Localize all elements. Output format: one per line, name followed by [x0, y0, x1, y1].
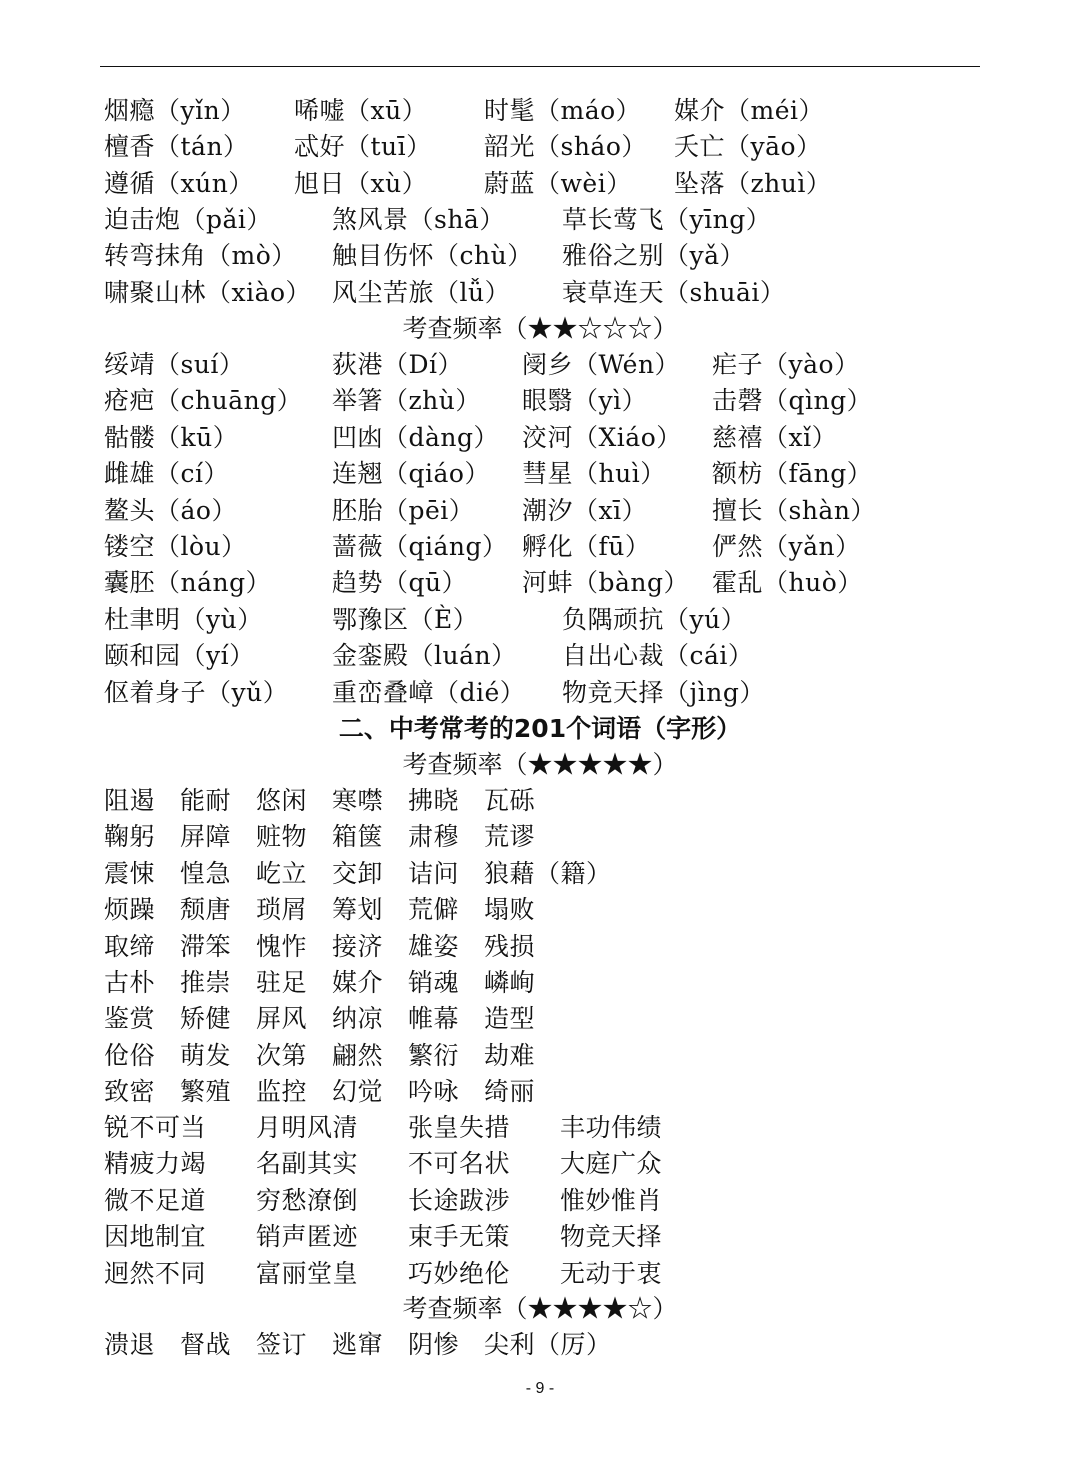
word-entry: 大庭广众 [560, 1149, 663, 1179]
word-entry: 俨然（yǎn） [712, 532, 861, 561]
word-entry: 能耐 [180, 786, 232, 815]
frequency-4-stars: 考查频率（★★★★☆） [402, 1294, 678, 1323]
word-entry: 古朴 [104, 968, 156, 997]
word-entry: 檀香（tán） [104, 132, 249, 162]
word-entry: 琐屑 [256, 895, 308, 925]
word-entry: 荒僻 [408, 895, 460, 925]
word-entry: 繁殖 [180, 1077, 232, 1107]
word-entry: 镂空（lòu） [104, 532, 247, 561]
word-entry: 屏风 [256, 1004, 308, 1034]
word-entry: 诘问 [408, 858, 460, 888]
entry-row [0, 347, 1080, 383]
entry-row [0, 565, 1080, 601]
word-entry: 唏嘘（xū） [294, 96, 428, 125]
word-entry: 督战 [180, 1330, 232, 1359]
word-entry: 震悚 [104, 858, 156, 888]
header-rule [100, 66, 980, 67]
word-entry: 鳌头（áo） [104, 495, 237, 525]
word-entry: 物竞天择 [560, 1222, 663, 1252]
word-entry: 嶙峋 [484, 968, 536, 997]
word-entry: 物竞天择（jìng） [562, 677, 765, 707]
word-entry: 彗星（huì） [522, 459, 666, 489]
word-entry: 眼翳（yì） [522, 386, 648, 416]
word-entry: 因地制宜 [104, 1222, 207, 1252]
entry-row [0, 965, 1080, 1001]
word-entry: 筹划 [332, 895, 384, 925]
word-entry: 阌乡（Wén） [522, 350, 681, 379]
word-entry: 时髦（máo） [484, 96, 642, 125]
entry-row [0, 892, 1080, 928]
word-entry: 惶急 [180, 858, 232, 888]
word-entry: 销声匿迹 [256, 1222, 359, 1252]
word-entry: 次第 [256, 1040, 308, 1070]
word-entry: 蔷薇（qiáng） [332, 532, 508, 561]
word-entry: 阻遏 [104, 786, 156, 815]
entry-row [0, 1110, 1080, 1146]
section-title: 二、中考常考的201个词语（字形） [338, 714, 742, 743]
page-number: - 9 - [525, 1380, 555, 1397]
word-entry: 举箸（zhù） [332, 386, 481, 416]
word-entry: 颐和园（yí） [104, 641, 255, 671]
word-entry: 屹立 [256, 858, 308, 888]
word-entry: 驻足 [256, 968, 308, 997]
word-entry: 媒介 [332, 968, 384, 997]
word-entry: 悠闲 [256, 786, 308, 815]
word-entry: 狼藉（籍） [484, 858, 612, 888]
word-entry: 监控 [256, 1077, 308, 1107]
entry-row [0, 1146, 1080, 1182]
word-entry: 滞笨 [180, 931, 232, 961]
word-entry: 雌雄（cí） [104, 459, 229, 489]
word-entry: 塌败 [484, 895, 536, 925]
entry-row [0, 638, 1080, 674]
word-entry: 河蚌（bàng） [522, 568, 690, 598]
word-entry: 签订 [256, 1330, 308, 1359]
word-entry: 箱箧 [332, 822, 384, 852]
word-entry: 劫难 [484, 1040, 536, 1070]
entry-row [0, 129, 1080, 165]
word-entry: 霍乱（huò） [712, 568, 863, 598]
entry-row [0, 420, 1080, 456]
word-entry: 额枋（fāng） [712, 459, 873, 489]
word-entry: 愧怍 [256, 931, 308, 961]
word-entry: 韶光（sháo） [484, 132, 647, 162]
word-entry: 连翘（qiáo） [332, 459, 490, 489]
word-entry: 迥然不同 [104, 1258, 207, 1288]
word-entry: 鞠躬 [104, 822, 156, 852]
word-entry: 伧俗 [104, 1040, 156, 1070]
entry-row [0, 1074, 1080, 1110]
word-entry: 月明风清 [256, 1113, 359, 1142]
word-entry: 衰草连天（shuāi） [562, 277, 786, 307]
word-entry: 张皇失措 [408, 1113, 511, 1142]
word-entry: 造型 [484, 1004, 536, 1034]
word-entry: 疟子（yào） [712, 350, 860, 379]
word-entry: 帷幕 [408, 1004, 460, 1034]
word-entry: 旭日（xù） [294, 168, 428, 198]
entry-row [0, 238, 1080, 274]
word-entry: 啸聚山林（xiào） [104, 277, 312, 307]
word-entry: 交卸 [332, 858, 384, 888]
word-entry: 转弯抹角（mò） [104, 241, 297, 271]
word-entry: 取缔 [104, 931, 156, 961]
word-entry: 风尘苦旅（lǚ） [332, 277, 511, 307]
word-entry: 束手无策 [408, 1222, 511, 1252]
word-entry: 潮汐（xī） [522, 495, 648, 525]
word-entry: 擅长（shàn） [712, 495, 876, 525]
word-entry: 不可名状 [408, 1149, 511, 1179]
word-entry: 巧妙绝伦 [408, 1258, 511, 1288]
word-entry: 自出心裁（cái） [562, 641, 754, 671]
word-entry: 穷愁潦倒 [256, 1185, 359, 1215]
word-entry: 矫健 [180, 1004, 232, 1034]
entry-row [0, 383, 1080, 419]
word-entry: 幻觉 [332, 1077, 384, 1107]
word-entry: 萌发 [180, 1040, 232, 1070]
word-entry: 鄂豫区（È） [332, 605, 479, 634]
word-entry: 囊胚（náng） [104, 568, 272, 598]
entry-row [0, 93, 1080, 129]
word-entry: 击磬（qìng） [712, 386, 873, 416]
word-entry: 瓦砾 [484, 786, 536, 815]
word-entry: 烦躁 [104, 895, 156, 925]
word-entry: 坠落（zhuì） [674, 168, 832, 198]
frequency-5-stars: 考查频率（★★★★★） [402, 750, 678, 779]
word-entry: 肃穆 [408, 822, 460, 852]
word-entry: 鉴赏 [104, 1004, 156, 1034]
word-entry: 溃退 [104, 1330, 156, 1359]
word-entry: 锐不可当 [104, 1113, 207, 1142]
word-entry: 销魂 [408, 968, 460, 997]
word-entry: 接济 [332, 931, 384, 961]
entry-row [0, 856, 1080, 892]
word-entry: 蔚蓝（wèi） [484, 168, 632, 198]
word-entry: 媒介（méi） [674, 96, 824, 125]
word-entry: 致密 [104, 1077, 156, 1107]
word-entry: 绥靖（suí） [104, 350, 245, 379]
word-entry: 推崇 [180, 968, 232, 997]
entry-row [0, 783, 1080, 819]
word-entry: 纳凉 [332, 1004, 384, 1034]
word-entry: 精疲力竭 [104, 1149, 207, 1179]
entry-row [0, 202, 1080, 238]
word-entry: 微不足道 [104, 1185, 207, 1215]
word-entry: 疮疤（chuāng） [104, 386, 303, 416]
word-entry: 负隅顽抗（yú） [562, 605, 747, 634]
word-entry: 富丽堂皇 [256, 1258, 359, 1288]
entry-row [0, 1219, 1080, 1255]
entry-row [0, 1038, 1080, 1074]
entry-row [0, 819, 1080, 855]
word-entry: 寒噤 [332, 786, 384, 815]
word-entry: 烟瘾（yǐn） [104, 96, 246, 125]
word-entry: 孵化（fū） [522, 532, 651, 561]
word-entry: 绮丽 [484, 1077, 536, 1107]
word-entry: 洨河（Xiáo） [522, 422, 682, 452]
word-entry: 胚胎（pēi） [332, 495, 475, 525]
entry-row [0, 1256, 1080, 1292]
entry-row [0, 1327, 1080, 1363]
word-entry: 残损 [484, 931, 536, 961]
word-entry: 慈禧（xǐ） [712, 422, 838, 452]
word-entry: 颓唐 [180, 895, 232, 925]
word-entry: 荒谬 [484, 822, 536, 852]
word-entry: 屏障 [180, 822, 232, 852]
word-entry: 长途跋涉 [408, 1185, 511, 1215]
entry-row [0, 166, 1080, 202]
entry-row [0, 275, 1080, 311]
word-entry: 凹凼（dàng） [332, 422, 500, 452]
word-entry: 赃物 [256, 822, 308, 852]
word-entry: 雄姿 [408, 931, 460, 961]
word-entry: 草长莺飞（yīng） [562, 205, 772, 234]
word-entry: 触目伤怀（chù） [332, 241, 533, 271]
entry-row [0, 1183, 1080, 1219]
entry-row [0, 529, 1080, 565]
word-entry: 无动于衷 [560, 1258, 663, 1288]
word-entry: 遵循（xún） [104, 168, 254, 198]
word-entry: 阴惨 [408, 1330, 460, 1359]
word-entry: 杜聿明（yù） [104, 605, 263, 634]
word-entry: 尖利（厉） [484, 1330, 612, 1359]
word-entry: 丰功伟绩 [560, 1113, 663, 1142]
word-entry: 忒好（tuī） [294, 132, 432, 162]
word-entry: 吟咏 [408, 1077, 460, 1107]
word-entry: 煞风景（shā） [332, 205, 505, 234]
entry-row [0, 675, 1080, 711]
word-entry: 惟妙惟肖 [560, 1185, 663, 1215]
entry-row [0, 456, 1080, 492]
word-entry: 拂晓 [408, 786, 460, 815]
word-entry: 繁衍 [408, 1040, 460, 1070]
frequency-2-stars: 考查频率（★★☆☆☆） [402, 314, 678, 343]
entry-row [0, 1001, 1080, 1037]
entry-row [0, 602, 1080, 638]
word-entry: 翩然 [332, 1040, 384, 1070]
word-entry: 荻港（Dí） [332, 350, 464, 379]
word-entry: 雅俗之别（yǎ） [562, 241, 746, 271]
word-entry: 逃窜 [332, 1330, 384, 1359]
word-entry: 伛着身子（yǔ） [104, 677, 289, 707]
word-entry: 金銮殿（luán） [332, 641, 517, 671]
word-entry: 重峦叠嶂（dié） [332, 677, 526, 707]
word-entry: 夭亡（yāo） [674, 132, 822, 162]
word-entry: 名副其实 [256, 1149, 359, 1179]
entry-row [0, 929, 1080, 965]
word-entry: 骷髅（kū） [104, 422, 239, 452]
entry-row [0, 493, 1080, 529]
word-entry: 趋势（qū） [332, 568, 468, 598]
word-entry: 迫击炮（pǎi） [104, 205, 272, 234]
